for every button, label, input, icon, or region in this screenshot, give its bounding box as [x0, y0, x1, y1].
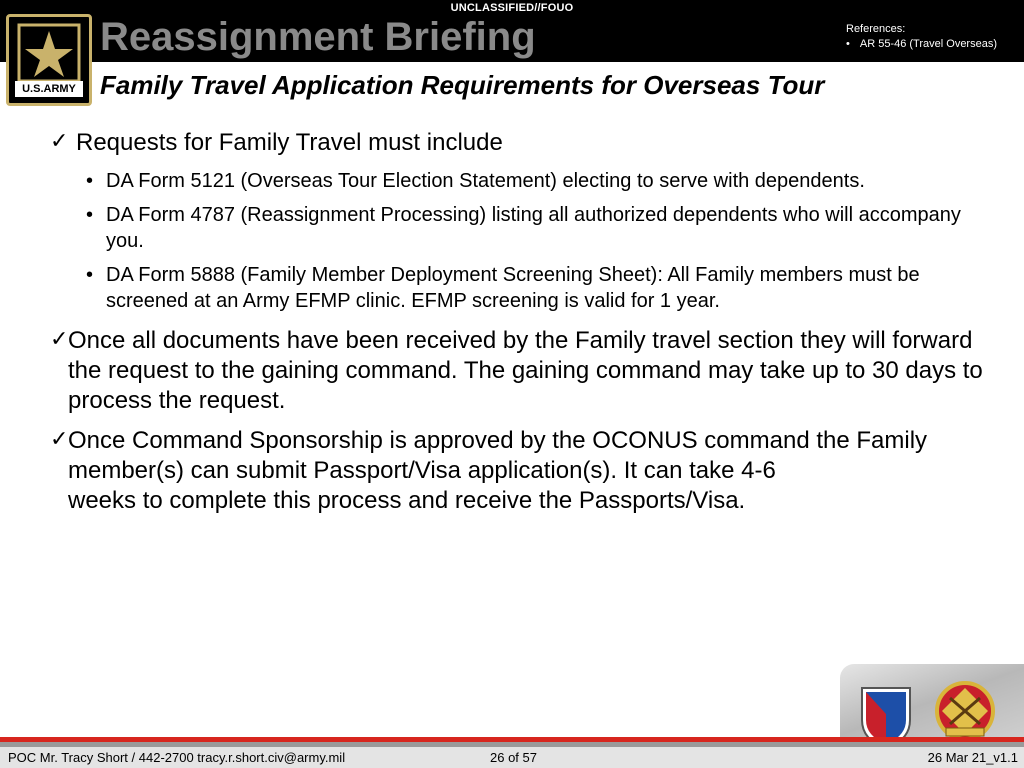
checklist-item-text-continued: weeks to complete this process and receive the Passports/Visa. [68, 487, 746, 514]
classification-label: UNCLASSIFIED//FOUO [450, 2, 574, 14]
references-label: References: [846, 23, 906, 35]
checklist-item-text: Once all documents have been received by the Family travel section they will forward the request to the gaining command. The gaining command may take up to 30 days to process the request. [68, 327, 983, 414]
references-block [846, 22, 997, 52]
page-title: Reassignment Briefing [100, 15, 536, 59]
checklist-item-sponsorship [48, 426, 998, 516]
list-item: • DA Form 5121 (Overseas Tour Election Statement) electing to serve with dependents. [48, 168, 998, 194]
page-number: 26 of 57 [490, 750, 537, 765]
footer-bar [0, 747, 1024, 768]
checklist-item-text: Requests for Family Travel must include [76, 129, 503, 156]
logo-wordmark: U.S.ARMY [15, 81, 83, 97]
poc-contact: POC Mr. Tracy Short / 442-2700 tracy.r.short.civ@army.mil [8, 750, 346, 765]
header-bar [0, 0, 1024, 62]
checkmark-icon: ✓ [50, 326, 69, 351]
checkmark-icon: ✓ [50, 426, 69, 451]
army-star-icon [17, 23, 81, 83]
reference-item: • AR 55-46 (Travel Overseas) [846, 37, 997, 52]
references-list [846, 37, 997, 52]
list-item: • DA Form 4787 (Reassignment Processing) listing all authorized dependents who will accompany you. [48, 202, 998, 254]
slide-subtitle: Family Travel Application Requirements for Overseas Tour [100, 70, 825, 100]
checklist-item-text: Once Command Sponsorship is approved by the OCONUS command the Family member(s) can submit Passport/Visa application(s). It can take 4-6 [68, 427, 928, 484]
slide-content [48, 128, 998, 526]
unit-insignia-icon [932, 680, 998, 742]
checklist-item-family-travel [48, 128, 998, 158]
army-logo [6, 14, 92, 106]
required-forms-list [48, 168, 998, 314]
checkmark-icon: ✓ [50, 128, 69, 153]
list-item: • DA Form 5888 (Family Member Deployment Screening Sheet): All Family members must be screened at an Army EFMP clinic. EFMP screening is valid for 1 year. [48, 262, 998, 314]
version-label: 26 Mar 21_v1.1 [927, 750, 1018, 765]
checklist-item-forwarding [48, 326, 998, 416]
